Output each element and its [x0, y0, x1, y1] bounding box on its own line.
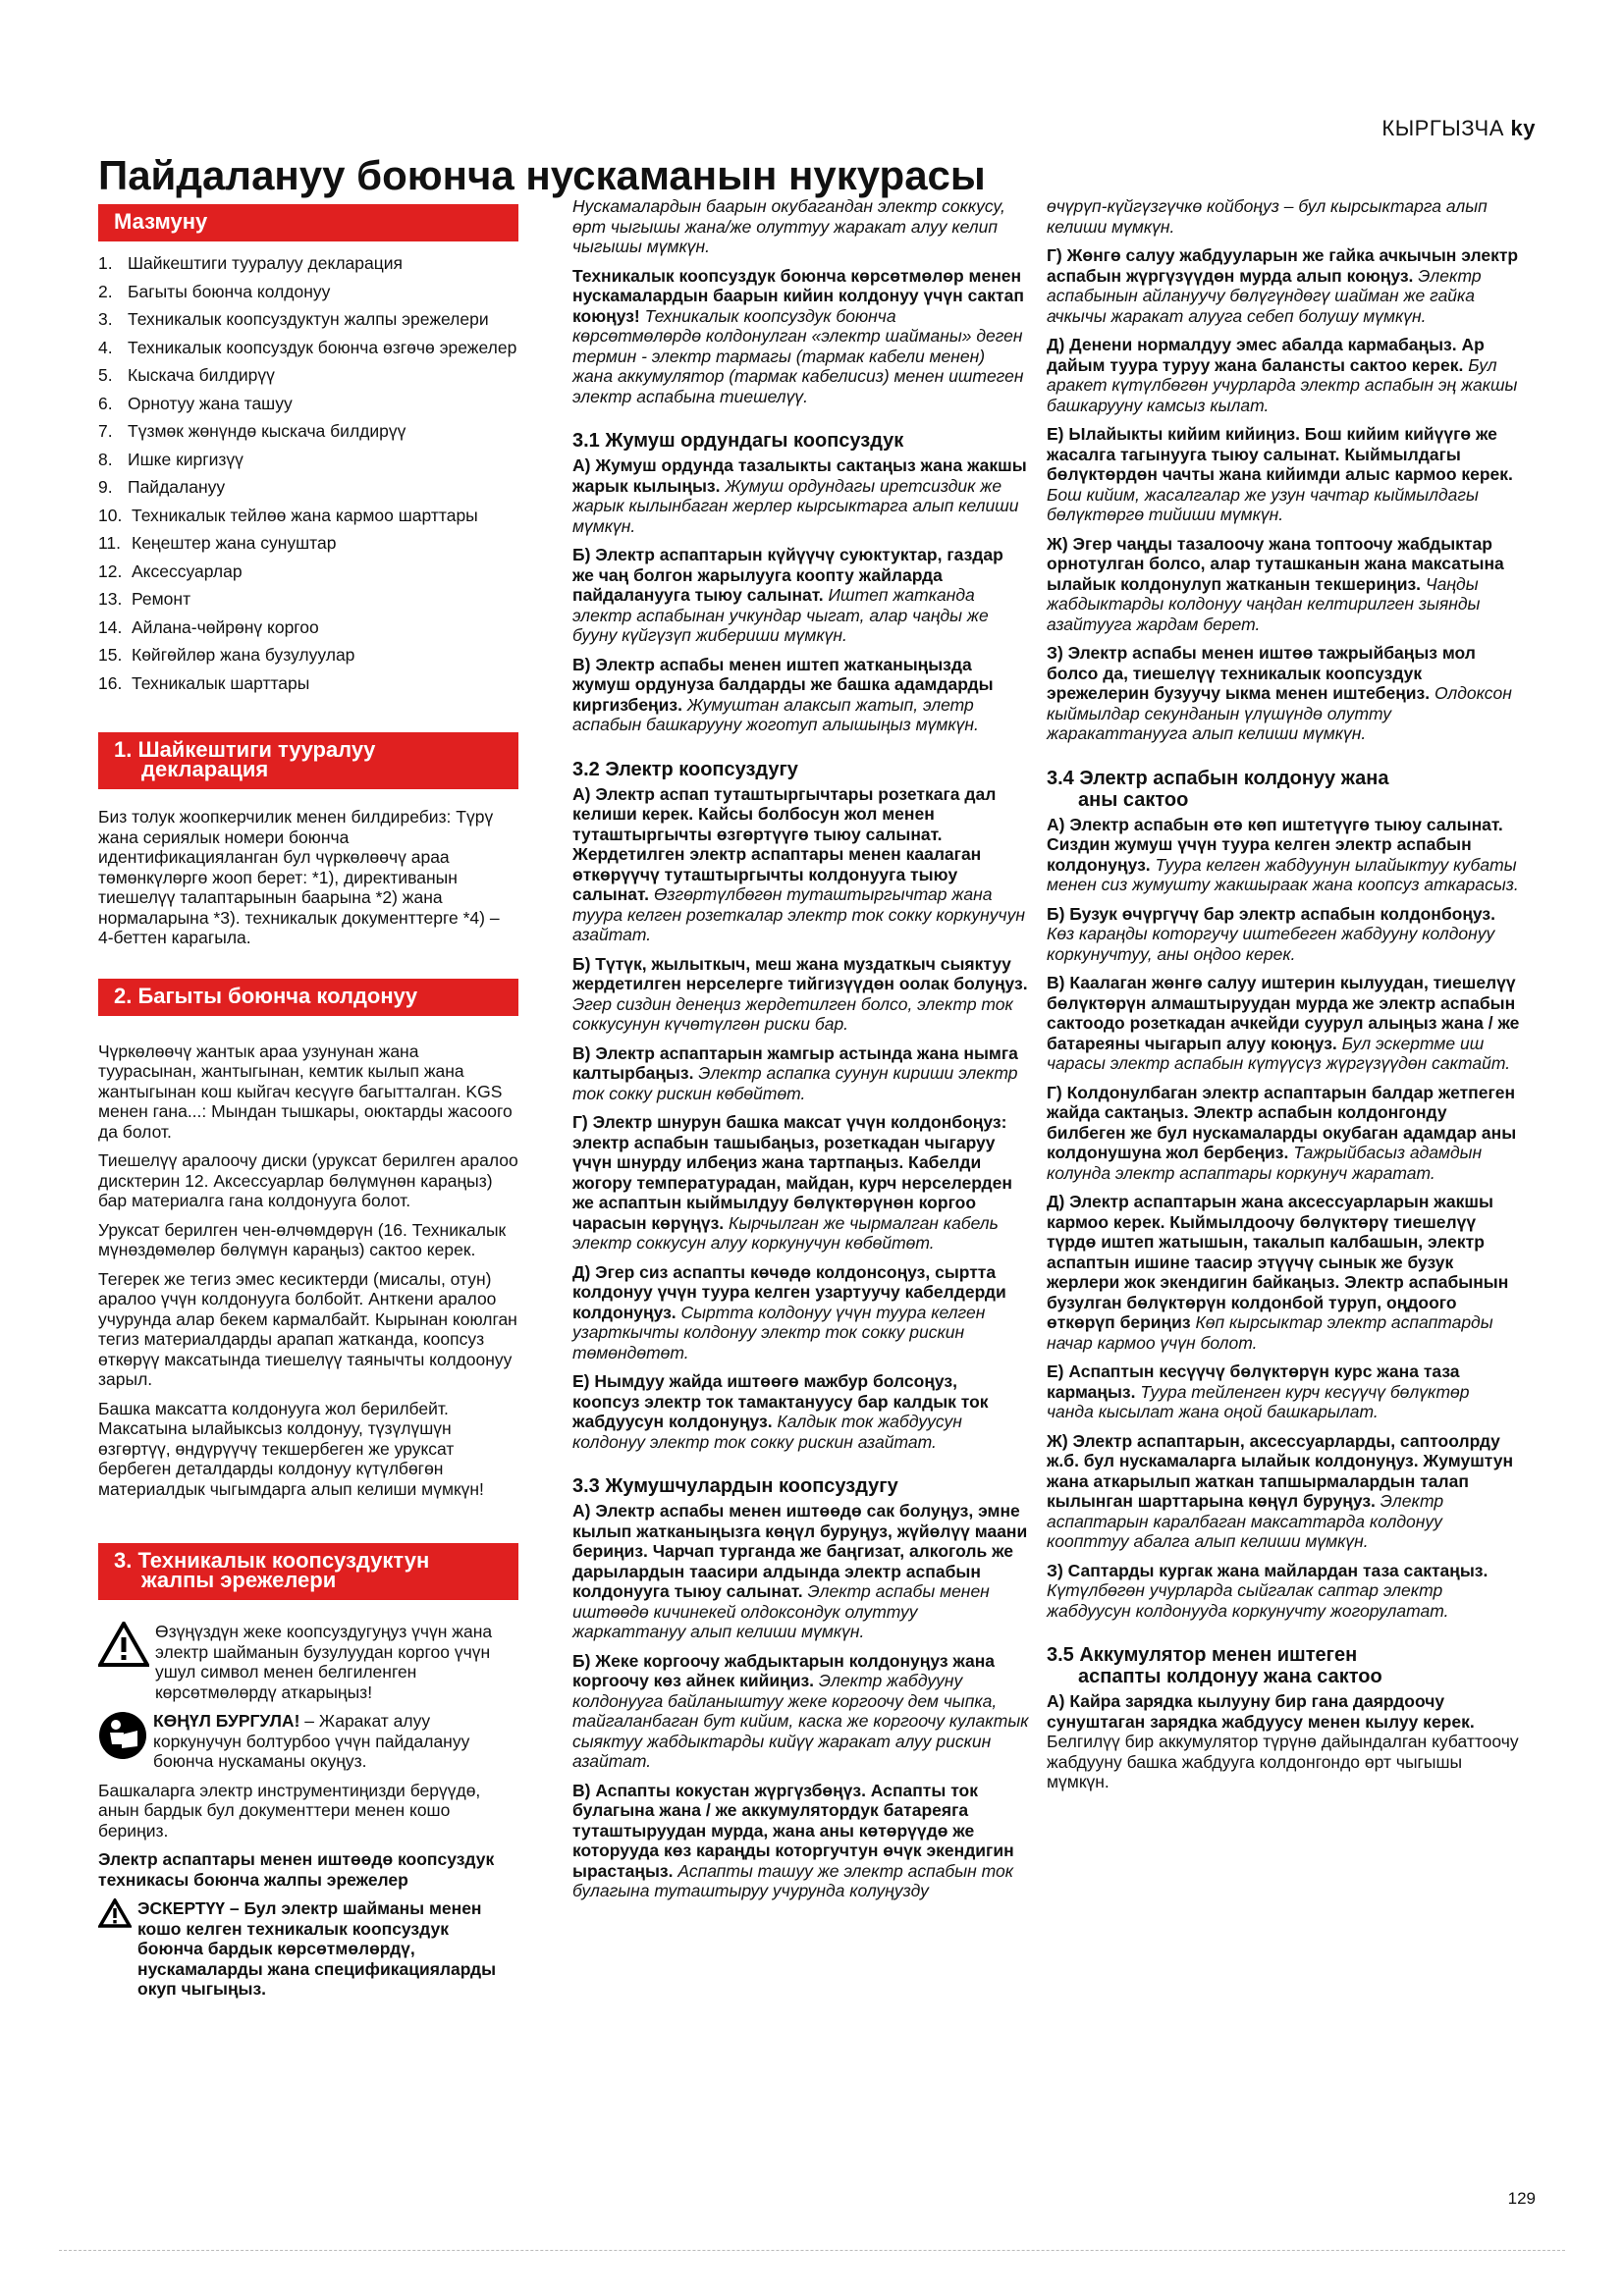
toc-item-number: 5.: [98, 365, 113, 385]
section-1-heading: 1. Шайкештиги тууралуу декларация: [98, 732, 518, 789]
toc-item: [98, 617, 518, 638]
toc-item-label: Техникалык коопсуздук боюнча өзгөчө эрежелер: [128, 337, 517, 357]
page-number: 129: [1507, 2189, 1536, 2208]
toc-item-label: Кыскача билдирүү: [128, 365, 275, 385]
warning-triangle-icon: [98, 1898, 132, 1933]
page-title: Пайдалануу боюнча нускаманын нукурасы: [98, 152, 986, 198]
toc-item-number: 13.: [98, 589, 123, 609]
section-2-paragraph: Тегерек же тегиз эмес кесиктерди (мисалы, отун) аралоо үчүн колдонууга болбойт. Анткени аралоо учурунда алар бекем кармалбайт. Кырынан коюлган тегиз материалдарды арапап жатканда, коопсуз өткөрүү максатында тиешелүү таянычты колдоонуу зарыл.: [98, 1268, 517, 1389]
subsection-3-2-heading: 3.2 Электр коопсуздугу: [572, 758, 798, 780]
toc-item: [98, 589, 518, 610]
toc-item: [98, 394, 518, 414]
toc-item: [98, 477, 518, 498]
toc-item: [98, 253, 518, 274]
toc-item-number: 10.: [98, 505, 123, 525]
toc-item-number: 16.: [98, 672, 123, 693]
toc-item-number: 4.: [98, 337, 113, 357]
toc-item: [98, 506, 518, 526]
toc-item-label: Багыты боюнча колдонуу: [128, 281, 331, 301]
read-manual-note: КӨҢҮЛ БУРГУЛА! – Жаракат алуу коркунучун болтурбоо үчүн пайдалануу боюнча нускаманы окуңуз.: [98, 1711, 518, 1781]
toc-item-number: 15.: [98, 645, 123, 665]
toc-item: [98, 365, 518, 386]
section-2-paragraph: Башка максатта колдонууга жол берилбейт. Максатына ылайыксыз колдонуу, түзүлүшүн өзгөртүү, өндүрүүчү текшербеген же уруксат бербеген деталдарды колдонуу күтүлбөгөн материалдык чыгымдарга алып келиши мүмкүн!: [98, 1398, 484, 1499]
subsection-3-3-heading: 3.3 Жумушчулардын коопсуздугу: [572, 1475, 898, 1497]
column-2: Нускамалардын баарын окубагандан электр соккусу, өрт чыгышы жана/же олуттуу жаракат алуу келип чыгышы мүмкүн. Техникалык коопсуздук боюнча көрсөтмөлөр менен нускамалардын баарын кийин колдонуу үчүн сактап коюңуз! Техникалык коопсуздук боюнча көрсөтмөлөрдө колдонулган «электр шайманы» деген термин - электр тармагы (тармак кабели менен) жана аккумулятор (тармак кабелисиз) менен иштеген электр аспабына тиешелүү. 3.1 Жумуш ордундагы коопсуздук А) Жумуш ордунда тазалыкты сактаңыз жана жакшы жарык кылыңыз. Жумуш ордундагы иретсиздик же жарык кылынбаган жерлер кырсыктарга алып келиши мүмкүн. Б) Электр аспаптарын күйүүчү суюктуктар, газдар же чаң болгон жарылууга коопту жайларда пайдаланууга тыюу салынат. Иштеп жатканда электр аспабынан учкундар чыгат, алар чаңды же бууну күйгүзүп жибериши мүмкүн. В) Электр аспабы менен иштеп жатканыңызда жумуш ордунуза балдарды же башка адамдарды киргизбеңиз. Жумуштан алаксып жатып, элетр аспабын башкарууну жоготуп алышыңыз мүмкүн. 3.2 Электр коопсуздугу А) Электр аспап туташтыргычтары розеткага дал келиши керек. Кайсы болбосун жол менен туташтыргычты өзгөртүүгө тыюу салынат. Жердетилген электр аспаптары менен каалаган өткөрүүчү туташтыргычты колдонууга тыюу салынат. Өзгөртүлбөгөн туташтыргычтар жана туура келген розеткалар электр ток сокку коркунучун азайтат. Б) Түтүк, жылыткыч, меш жана муздаткыч сыяктуу жердетилген нерселерге тийгизүүдөн оолак болуңуз. Эгер сиздин денеңиз жердетилген болсо, электр ток соккусунун күчөтүлгөн риски бар. В) Электр аспаптарын жамгыр астында жана нымга калтырбаңыз. Электр аспапка суунун кириши электр ток сокку рискин көбөйтөт. Г) Электр шнурун башка максат үчүн колдонбоңуз: электр аспабын ташыбаңыз, розеткадан чыгаруу үчүн шнурду илбеңиз жана тартпаңыз. Кабелди жогору температурадан, майдан, курч нерселерден же аспаптын кыймылдуу бөлүктөрүнөн коргоо чарасын көрүңүз. Кырчылган же чырмалган кабель электр соккусун алуу коркунучун көбөйтөт. Д) Эгер сиз аспапты көчөдө колдонсоңуз, сыртта колдонуу үчүн туура келген узартуучу кабелдерди колдонуңуз. Сыртта колдонуу үчүн туура келген узарткычты колдонуу электр ток сокку рискин төмөндөтөт. Е) Нымдуу жайда иштөөгө мажбур болсоңуз, коопсуз электр ток тамактануусу бар калдык ток жабдуусун колдонуңуз. Калдык ток жабдуусун колдонуу электр ток сокку рискин азайтат. 3.3 Жумушчулардын коопсуздугу А) Электр аспабы менен иштөөдө сак болуңуз, эмне кылып жатканыңызга көңүл буруңуз, жүйөлүү маани бериңиз. Чарчап турганда же баңгизат, алкоголь же дарылардын таасири алдында электр аспабын колдонууга тыюу салынат. Электр аспабы менен иштөөдө кичинекей олдоксондук олуттуу жаркаттануу алып келиши мүмкүн. Б) Жеке коргоочу жабдыктарын колдонуңуз жана коргоочу көз айнек кийиңиз. Электр жабдууну колдонууга байланыштуу жеке коргоочу дем чыпка, тайгаланбаган бут кийим, каска же коргоочу кулактык сыяктуу жабдыктарды кийүү жаракат алуу рискин азайтат. В) Аспапты кокустан жүргүзбөңүз. Аспапты ток булагына жана / же аккумулятордук батареяга туташтыруудан мурда, жана аны көтөрүүдө же которууда көз караңды которгучтун өчүк экендигин ырастаңыз. Аспапты ташуу же электр аспабын ток булагына туташтыруу учурунда колуңузду: [572, 196, 1029, 1900]
toc-item-label: Шайкештиги тууралуу декларация: [128, 253, 404, 273]
subsection-3-1-heading: 3.1 Жумуш ордундагы коопсуздук: [572, 430, 904, 452]
toc-item-label: Айлана-чөйрөнү коргоо: [132, 616, 319, 637]
read-manual-icon: [98, 1711, 147, 1765]
toc-item: [98, 309, 518, 330]
footer-divider: [59, 2250, 1565, 2251]
column-1: [98, 204, 518, 2008]
section-2-paragraph: Тиешелүү аралоочу диски (уруксат берилген аралоо дисктерин 12. Аксессуарлар бөлүмүнөн караңыз) бар материалга гана колдонууга болот.: [98, 1150, 518, 1210]
toc-item: [98, 533, 518, 554]
toc-item: [98, 673, 518, 694]
section-3-heading: 3. Техникалык коопсуздуктун жалпы эрежелери: [98, 1543, 518, 1600]
warning-symbol-note: Өзүңүздүн жеке коопсуздугуңуз үчүн жана электр шайманын бузулуудан коргоо үчүн ушул символ менен белгиленген көрсөтмөлөрдү аткарыңыз!: [98, 1622, 518, 1711]
toc-item: [98, 561, 518, 582]
toc-item-number: 3.: [98, 309, 113, 329]
toc-item-number: 1.: [98, 253, 113, 273]
toc-item-label: Пайдалануу: [128, 477, 226, 497]
toc-item-label: Түзмөк жөнүндө кыскача билдирүү: [128, 421, 406, 441]
toc-item-label: Орнотуу жана ташуу: [128, 393, 293, 413]
toc-heading: Мазмуну: [98, 204, 518, 241]
language-label: КЫРГЫЗЧА ky: [1381, 116, 1536, 140]
warning-note: ЭСКЕРТҮҮ – Бул электр шайманы менен кошо келген техникалык коопсуздук боюнча бардык көрсөтмөлөрдү, нускамаларды жана спецификацияларды окуп чыгыңыз.: [98, 1898, 518, 2008]
section-3-paragraph: Башкаларга электр инструментиңизди берүүдө, анын бардык бул документтери менен кошо бериңиз.: [98, 1780, 481, 1841]
toc-item-number: 9.: [98, 477, 113, 497]
toc-item: [98, 421, 518, 442]
toc-item-number: 7.: [98, 421, 113, 441]
toc-item-number: 14.: [98, 616, 123, 637]
warning-triangle-icon: [98, 1622, 149, 1672]
toc-item-label: Ремонт: [132, 589, 191, 609]
toc-item-label: Техникалык шарттары: [132, 672, 310, 693]
column-3: өчүрүп-күйгүзгүчкө койбоңуз – бул кырсыктарга алып келиши мүмкүн. Г) Жөнгө салуу жабдууларын же гайка ачкычын электр аспабын жүргүзүүдөн мурда алып коюңуз. Электр аспабынын айлануучу бөлүгүндөгү шайман же гайка ачкычы жаракат алууга себеп болушу мүмкүн. Д) Денени нормалдуу эмес абалда кармабаңыз. Ар дайым туура туруу жана балансты сактоо керек. Бул аракет күтүлбөгөн учурларда электр аспабын эң жакшы башкарууну камсыз кылат. Е) Ылайыкты кийим кийиңиз. Бош кийим кийүүгө же жасалга тагынууга тыюу салынат. Кыймылдагы бөлүктөрдөн чачты жана кийимди алыс кармоо керек. Бош кийим, жасалгалар же узун чачтар кыймылдагы бөлүктөргө тийиши мүмкүн. Ж) Эгер чаңды тазалоочу жана топтоочу жабдыктар орнотулган болсо, алар туташканын жана максатына ылайык колдонулуп жатканын текшериңиз. Чаңды жабдыктарды колдонуу чаңдан келтирилген зыянды азайтууга жардам берет. З) Электр аспабы менен иштөө тажрыйбаңыз мол болсо да, тиешелүү техникалык коопсуздук эрежелерин бузуучу ыкма менен иштебеңиз. Олдоксон кыймылдар секунданын үлүшүндө олутту жаракаттанууга алып келиши мүмкүн. 3.4 Электр аспабын колдонуу жана аны сактоо А) Электр аспабын өтө көп иштетүүгө тыюу салынат. Сиздин жумуш үчүн туура келген электр аспабын колдонуңуз. Туура келген жабдуунун ылайыктуу кубаты менен сиз жумушту жакшыраак жана коопсуз аткарасыз. Б) Бузук өчүргүчү бар электр аспабын колдонбоңуз. Көз караңды которгучу иштебеген жабдууну колдонуу коркунучтуу, аны оңдоо керек. В) Каалаган жөнгө салуу иштерин кылуудан, тиешелүү бөлүктөрүн алмаштыруудан мурда же электр аспабын сактоодо розеткадан ачкейди суурул алыңыз жана / же батареяны чыгарып алуу коюңуз. Бул эскертме иш чарасы электр аспабын күтүүсүз жүргүзүүдөн сактайт. Г) Колдонулбаган электр аспаптарын балдар жетпеген жайда сактаңыз. Электр аспабын колдонгонду билбеген же бул нускамаларды окубаган адамдар аны колдонушуна жол бербеңиз. Тажрыйбасыз адамдын колунда электр аспаптары коркунуч жаратат. Д) Электр аспаптарын жана аксессуарларын жакшы кармоо керек. Кыймылдоочу бөлүктөрү тиешелүү түрдө иштеп жатышын, такалып калбашын, электр аспаптын ишине таасир этүүчү сынык же бузук жерлери жок экендигин байкаңыз. Электр аспабынын бузулган бөлүктөрүн колдонбой туруп, оңдоого өткөрүп бериңиз Көп кырсыктар электр аспаптарды начар кармоо үчүн болот. Е) Аспаптын кесүүчү бөлүктөрүн курс жана таза кармаңыз. Туура тейленген курч кесүүчү бөлүктөр чанда кысылат жана оңой башкарылат. Ж) Электр аспаптарын, аксессуарларды, саптоолрду ж.б. бул нускамаларга ылайык колдонуңуз. Жумуштун жана аткарылып жаткан тапшырмалардын талап кылынган шарттарына көңүл буруңуз. Электр аспаптарын каралбаган максаттарда колдонуу коопттуу абалга алып келиши мүмкүн. З) Саптарды кургак жана майлардан таза сактаңыз. Күтүлбөгөн учурларда сыйгалак саптар электр жабдуусун колдонууда коркунучту жогорулатат. 3.5 Аккумулятор менен иштеген аспапты колдонуу жана сактоо А) Кайра зарядка кылууну бир гана даярдоочу сунуштаган зарядка жабдуусу менен кылуу керек. Белгилүү бир аккумулятор түрүнө дайындалган кубаттоочу жабдууну башка жабдууга колдонгондо өрт чыгышы мүмкүн.: [1047, 196, 1520, 1791]
toc-item-number: 12.: [98, 561, 123, 581]
subsection-3-4-heading: 3.4 Электр аспабын колдонуу жана аны сактоо: [1047, 767, 1389, 811]
toc-item-label: Кеңештер жана сунуштар: [132, 533, 337, 553]
toc-item-number: 8.: [98, 449, 113, 469]
section-2-heading: 2. Багыты боюнча колдонуу: [98, 979, 518, 1016]
toc-item-number: 11.: [98, 533, 122, 553]
toc-item: [98, 450, 518, 470]
section-3-subheading: Электр аспаптары менен иштөөдө коопсуздук техникасы боюнча жалпы эрежелер: [98, 1849, 495, 1890]
table-of-contents: [98, 253, 518, 693]
toc-item-label: Ишке киргизүү: [128, 449, 244, 469]
section-2-paragraph: Уруксат берилген чен-өлчөмдөрүн (16. Техникалык мүнөздөмөлөр бөлүмүн караңыз) сактоо керек.: [98, 1219, 507, 1259]
section-1-text: Биз толук жоопкерчилик менен билдиребиз: Түрү жана сериялык номери боюнча идентификацияланган бул чүркөлөөчү араа төмөнкүлөргө жооп берет: *1), директиванын тиешелүү талаптарынын баарына *2) жана нормаларына *3). техникалык документтерге *4) – 4-беттен карагыла.: [98, 807, 500, 947]
toc-item-label: Техникалык коопсуздуктун жалпы эрежелери: [128, 309, 489, 329]
toc-item-label: Аксессуарлар: [132, 561, 243, 581]
toc-item-number: 6.: [98, 393, 113, 413]
section-2-paragraph: Чүркөлөөчү жантык араа узунунан жана туурасынан, жантыгынан, кемтик кылып жана жантыгынан кош кыйгач кесүүгө багытталган. KGS менен гана...: Мындан тышкары, оюктарды жасоого да болот.: [98, 1041, 513, 1142]
toc-item-label: Көйгөйлөр жана бузулуулар: [132, 645, 355, 665]
subsection-3-5-heading: 3.5 Аккумулятор менен иштеген аспапты колдонуу жана сактоо: [1047, 1644, 1382, 1687]
toc-item-number: 2.: [98, 281, 113, 301]
toc-item-label: Техникалык тейлөө жана кармоо шарттары: [132, 505, 478, 525]
toc-item: [98, 645, 518, 666]
toc-item: [98, 338, 518, 358]
toc-item: [98, 282, 518, 302]
